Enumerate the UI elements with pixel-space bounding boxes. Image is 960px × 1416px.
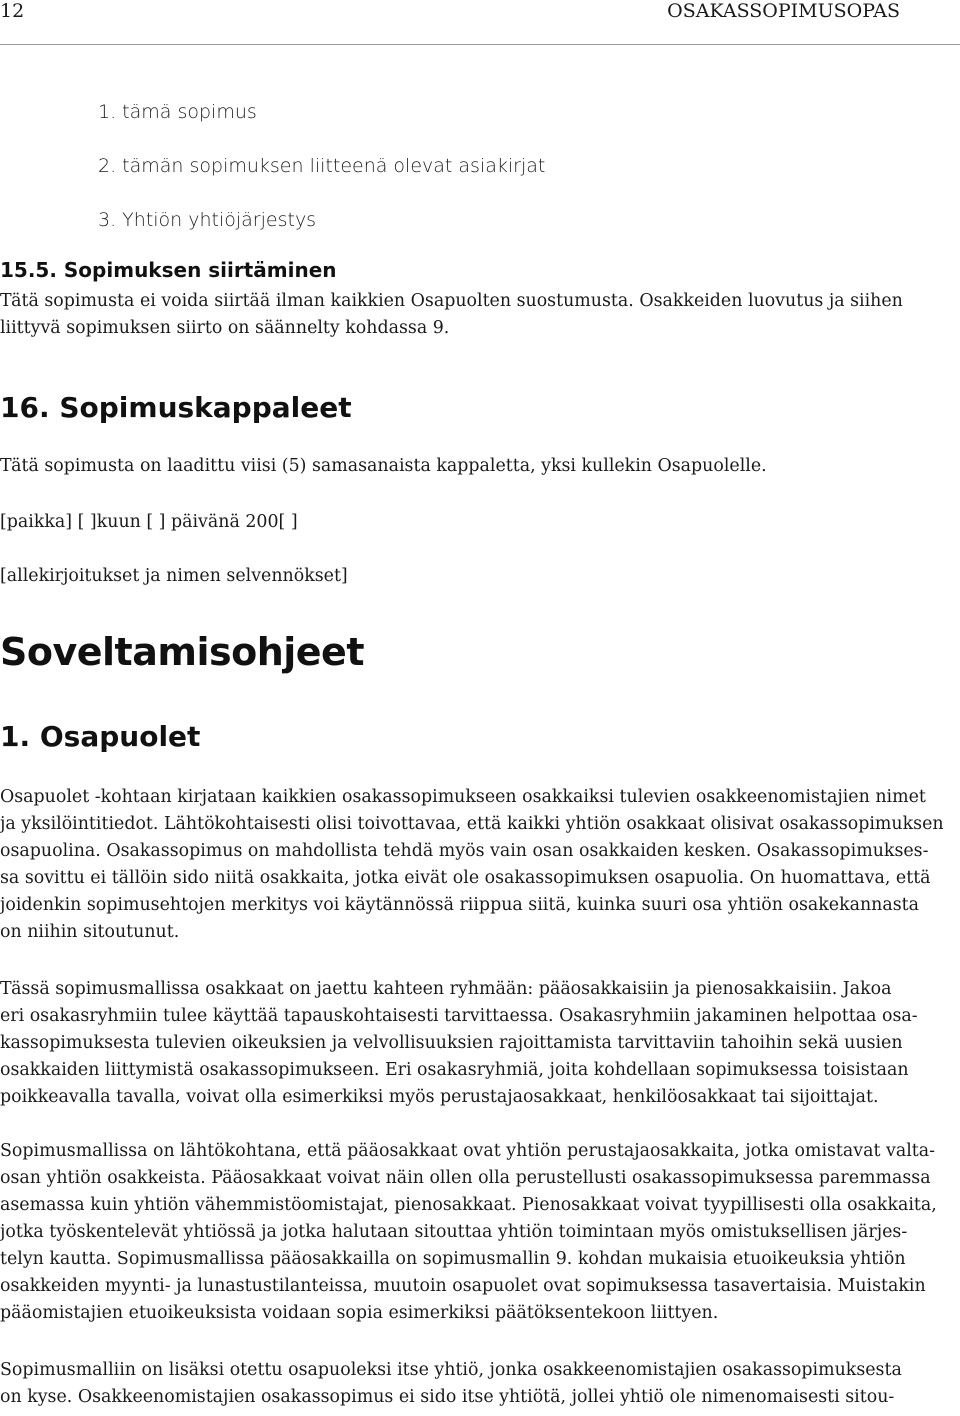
- list-item: 3. Yhtiön yhtiöjärjestys: [98, 209, 317, 231]
- text-line: Sopimusmallissa on lähtökohtana, että pääosakkaat ovat yhtiön perustajaosakkaita, jotka omistavat valta-: [0, 1141, 935, 1161]
- paragraph: [0, 1138, 960, 1327]
- text-line: Tätä sopimusta ei voida siirtää ilman kaikkien Osapuolten suostumusta. Osakkeiden luovutus ja siihen: [0, 291, 903, 311]
- text-line: kassopimuksesta tulevien oikeuksien ja velvollisuuksien rajoittamista tarvittaviin tahoihin sekä uusien: [0, 1033, 903, 1053]
- section-15-5-text: [0, 288, 960, 342]
- text-line: jotka työskentelevät yhtiössä ja jotka halutaan sitouttaa yhtiön toimintaan myös omistuksellisen järjes-: [0, 1222, 908, 1242]
- text-line: Osapuolet -kohtaan kirjataan kaikkien osakassopimukseen osakkaiksi tulevien osakkeenomistajien nimet: [0, 787, 926, 807]
- paragraph: [0, 784, 960, 946]
- text-line: liittyvä sopimuksen siirto on säännelty kohdassa 9.: [0, 318, 450, 338]
- list-item: 1. tämä sopimus: [98, 101, 257, 123]
- text-line: ja yksilöintitiedot. Lähtökohtaisesti olisi toivottavaa, että kaikki yhtiön osakkaat olisivat osakassopimuksen: [0, 814, 944, 834]
- running-title: OSAKASSOPIMUSOPAS: [667, 0, 900, 22]
- text-line: on kyse. Osakkeenomistajien osakassopimus ei sido itse yhtiötä, jollei yhtiö ole nimenomaisesti sitou-: [0, 1387, 895, 1407]
- guidance-section-1-heading: 1. Osapuolet: [0, 720, 201, 753]
- text-line: eri osakasryhmiin tulee käyttää tapauskohtaisesti tarvittaessa. Osakasryhmiin jakaminen helpottaa osa-: [0, 1006, 918, 1026]
- header-rule: [0, 44, 960, 45]
- page-number: 12: [0, 0, 25, 22]
- text-line: osakkeiden myynti- ja lunastustilanteissa, muutoin osapuolet ovat sopimuksessa tasavertaisia. Muistakin: [0, 1276, 926, 1296]
- paragraph: [0, 1357, 960, 1411]
- text-line: osan yhtiön osakkeista. Pääosakkaat voivat näin ollen olla perustellusti osakassopimuksessa paremmassa: [0, 1168, 931, 1188]
- text-line: poikkeavalla tavalla, voivat olla esimerkiksi myös perustajaosakkaat, henkilöosakkaat tai sijoittajat.: [0, 1087, 879, 1107]
- list-item: 2. tämän sopimuksen liitteenä olevat asiakirjat: [98, 155, 546, 177]
- text-line: on niihin sitoutunut.: [0, 922, 180, 942]
- guidance-title: Soveltamisohjeet: [0, 630, 364, 674]
- section-16-heading: 16. Sopimuskappaleet: [0, 391, 352, 424]
- text-line: sa sovittu ei tällöin sido niitä osakkaita, jotka eivät ole osakassopimuksen osapuolia. On huomattava, että: [0, 868, 931, 888]
- text-line: osakkaiden liittymistä osakassopimukseen. Eri osakasryhmiä, joita kohdellaan sopimuksessa toisistaan: [0, 1060, 909, 1080]
- section-15-5-heading: 15.5. Sopimuksen siirtäminen: [0, 258, 337, 282]
- place-date-line: [paikka] [ ]kuun [ ] päivänä 200[ ]: [0, 512, 298, 532]
- text-line: osapuolina. Osakassopimus on mahdollista tehdä myös vain osan osakkaiden kesken. Osakassopimukses-: [0, 841, 929, 861]
- text-line: joidenkin sopimusehtojen merkitys voi käytännössä riippua siitä, kuinka suuri osa yhtiön osakekannasta: [0, 895, 920, 915]
- text-line: pääomistajien etuoikeuksista voidaan sopia esimerkiksi päätöksentekoon liittyen.: [0, 1303, 719, 1323]
- running-header: [0, 0, 960, 30]
- document-list: [98, 98, 898, 260]
- signatures-line: [allekirjoitukset ja nimen selvennökset]: [0, 566, 348, 586]
- text-line: telyn kautta. Sopimusmallissa pääosakkailla on sopimusmallin 9. kohdan mukaisia etuoikeuksia yhtiön: [0, 1249, 906, 1269]
- text-line: asemassa kuin yhtiön vähemmistöomistajat, pienosakkaat. Pienosakkaat voivat tyypillisesti olla osakkaita,: [0, 1195, 937, 1215]
- text-line: Tässä sopimusmallissa osakkaat on jaettu kahteen ryhmään: pääosakkaisiin ja pienosakkaisiin. Jakoa: [0, 979, 892, 999]
- section-16-text: Tätä sopimusta on laadittu viisi (5) samasanaista kappaletta, yksi kullekin Osapuolelle.: [0, 456, 767, 476]
- paragraph: [0, 976, 960, 1111]
- text-line: Sopimusmalliin on lisäksi otettu osapuoleksi itse yhtiö, jonka osakkeenomistajien osakassopimuksesta: [0, 1360, 902, 1380]
